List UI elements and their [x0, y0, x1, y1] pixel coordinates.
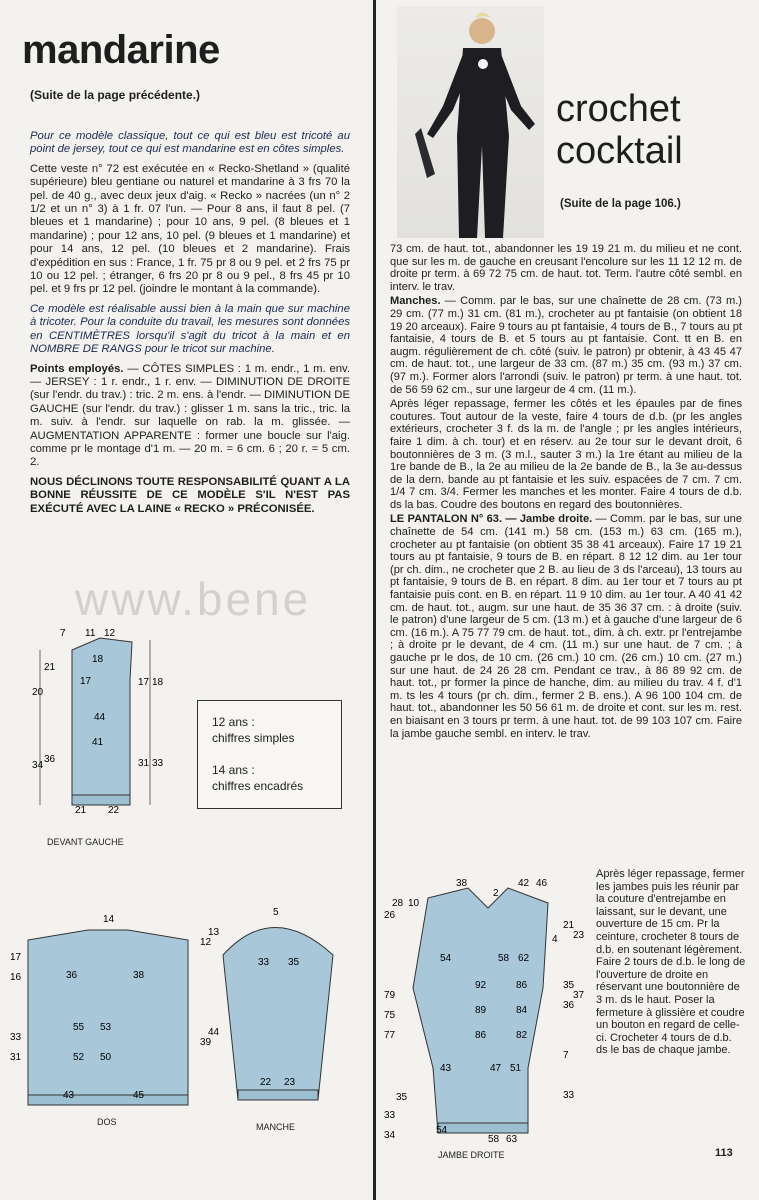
page-title-mandarine: mandarine: [22, 28, 220, 72]
leg-pattern-diagram: [378, 868, 593, 1153]
materials-paragraph: Cette veste n° 72 est exécutée en « Recko-Shetland » (qualité supérieure) bleu gentiane ou naturel et mandarine à 3 frs 70 la pel. de 40 g., avec deux jeux d'aig. « Recko » nacrées (un n° 2 1/2 et un n° 3) à 1 fr. 07 l'un. — Pour 8 ans, il faut 8 pel. (7 bleues et 1 mandarine) ; pour 10 ans, 9 pel. (8 bleues et 1 mandarine) ; pour 12 ans, 10 pel. (9 bleues et 1 mandarine) et pour 14 ans, 12 pel. (10 bleues et 2 mandarine). Frais d'expédition en sus : France, 1 fr. 75 pr 8 ou 9 pel. et 2 frs 75 pr 10 ou 12 pel. ; étranger, 6 frs 20 pr 8 ou 9 pel., 8 frs 45 pr 10 pel. et 9 frs pr 12 pel. (joindre le montant à la commande).: [30, 162, 350, 296]
front-right-dim-3: 31: [138, 758, 150, 769]
back-width-dim-2: 38: [133, 970, 145, 981]
leg-left-top-dim: 10: [408, 898, 420, 909]
sleeve-width-dim-2: 35: [288, 957, 300, 968]
trousers-heading: LE PANTALON N° 63. — Jambe droite.: [390, 513, 593, 526]
front-left-dim-2: 21: [44, 662, 56, 673]
front-right-dim-1: 17: [138, 677, 150, 688]
caption-sleeve: MANCHE: [256, 1122, 296, 1132]
front-neck-label: 17: [80, 676, 92, 687]
front-top-dim-2: 11: [85, 628, 96, 639]
caption-front: DEVANT GAUCHE: [47, 837, 124, 847]
leg-inner-dim-9: 92: [475, 980, 487, 991]
leg-left-dim-1: 26: [384, 910, 396, 921]
back-width-dim-1: 36: [66, 970, 78, 981]
size-legend-box: [197, 700, 342, 809]
back-top-dim: 14: [103, 914, 115, 925]
legend-line-1: 12 ans :: [212, 715, 255, 729]
back-left-dim-4: 33: [10, 1032, 22, 1043]
back-pattern-diagram: [8, 910, 198, 1120]
legend-line-3: 14 ans :: [212, 763, 255, 777]
front-mid-dim-1: 41: [92, 737, 104, 748]
sleeve-bottom-dim-1: 22: [260, 1077, 272, 1088]
leg-inner-dim-8: 89: [475, 1005, 487, 1016]
leg-right-dim-3: 35: [563, 980, 575, 991]
stitches-body: — CÔTES SIMPLES : 1 m. endr., 1 m. env. — JERSEY : 1 r. endr., 1 r. env. — DIMINUTION DE DROITE (sur l'endr. du trav.) : tric. 2 m. ens. à l'endr. — DIMINUTION DE GAUCHE (sur l'endr. du trav.) : glisser 1 m. sans la tric., tric. la m. suiv. à l'endr. sur laquelle on rab. la m. glissée. — AUGMENTATION APPARENTE : former une boucle sur l'aig. comme pr le montage d'1 m. — 20 m. = 6 cm. 6 ; 20 r. = 5 cm. 2.: [30, 362, 350, 469]
sleeve-left-dim-2: 13: [208, 927, 220, 938]
sleeve-bottom-dim-2: 23: [284, 1077, 296, 1088]
front-mid-dim-2: 44: [94, 712, 106, 723]
leg-inner-dim-7: 86: [475, 1030, 487, 1041]
title-line-2: cocktail: [556, 130, 683, 172]
legend-line-4: chiffres encadrés: [212, 779, 304, 793]
back-left-dim-2: 17: [10, 952, 22, 963]
leg-right-dim-5: 37: [573, 990, 585, 1001]
machine-note-paragraph: Ce modèle est réalisable aussi bien à la main que sur machine à tricoter. Pour la conduite du travail, les mesures sont données en CENTIMÈTRES lorsqu'il s'agit du tricot à la main et en NOMBRE DE RANGS pour le tricot sur machine.: [30, 302, 350, 356]
leg-top-dim-3: 46: [536, 878, 548, 889]
sleeve-pattern-diagram: [198, 905, 348, 1120]
sleeves-paragraph: [390, 295, 742, 396]
leg-inner-dim-6: 51: [510, 1063, 522, 1074]
leg-inner-dim-1: 54: [440, 953, 452, 964]
front-right-dim-2: 18: [152, 677, 164, 688]
leg-inner-dim-2: 58: [498, 953, 510, 964]
front-top-dim: 7: [60, 628, 66, 639]
back-mid-dim-3: 50: [100, 1052, 112, 1063]
intro-paragraph: Pour ce modèle classique, tout ce qui est bleu est tricoté au point de jersey, tout ce qui est mandarine est en côtes simples.: [30, 130, 350, 156]
leg-left-dim-7: 34: [384, 1130, 396, 1141]
trousers-body: — Comm. par le bas, sur une chaînette de 54 cm. (141 m.) 58 cm. (153 m.) 63 cm. (165 m.), crocheter au pt fantaisie (on obtient 35 38 41 arceaux). Faire 17 19 21 tours au pt fantaisie, 9 tours de B. en répart. 8 12 12 dim. au 1er tour (pr ch. dim., ne crocheter que 2 B. au lieu de 3 ds l'arceau), 13 tours au pt fantaisie, 9 tours de B. en répart. 8 dim. au 1er tour et 7 tours au pt fantaisie puis cont. en B. en répart. 11 9 10 dim. au 1er tour. A 40 41 42 cm. de haut. tot., augm. sur une haut. de 35 36 37 cm. : à droite (suiv. le patron) d'une largeur de 5 cm. (13 m.) et à gauche d'une largeur de 6 cm. (16 m.). A 75 77 79 cm. de haut. tot., dim. à ch. extr. pr l'entrejambe ; à droite pr le devant, de 4 cm. (11 m.) sur une haut. de 7 cm. ; à gauche pr le dos, de 10 cm. (26 cm.) 10 cm. (26 cm.) 10 cm. (27 m.) sur une haut. de 24 26 28 cm. Pendant ce trav., à 86 89 92 cm. de haut. tot., pr former la pince de hanche, dim. au milieu du trav. 4 f. d'1 m. ts les 4 tours (pr ch. dim., fermer 2 B. ens.). A 96 100 104 cm. de haut. tot., abandonner les 50 56 61 m. de droite et cont. sur les m. rest. en biaisant en 3 tours pr term. à une haut. tot. de 99 103 107 cm. Faire la jambe gauche sembl. en interv. le trav.: [390, 513, 742, 740]
model-photo: [397, 6, 544, 238]
title-line-1: crochet: [556, 88, 681, 130]
leg-right-dim-4: 36: [563, 1000, 575, 1011]
back-mid-dim-4: 53: [100, 1022, 112, 1033]
front-left-dim-4: 36: [44, 754, 56, 765]
front-bottom-dim-1: 21: [75, 805, 87, 816]
front-left-dim-1: 20: [32, 687, 44, 698]
legend-line-2: chiffres simples: [212, 731, 295, 745]
left-article-body: [30, 130, 350, 522]
sleeves-body: — Comm. par le bas, sur une chaînette de 28 cm. (73 m.) 29 cm. (77 m.) 31 cm. (81 m.), crocheter au pt fantaisie (on obtient 18 19 20 arceaux). Faire 9 tours au pt fantaisie, 4 tours de B., 7 tours au pt fantaisie, 4 tours de B. et 5 tours au pt fantaisie. Cont. tt en B. en augm. régulièrement de ch. côté (suiv. le patron) pr obtenir, à 43 45 47 cm. de haut. tot., une largeur de 33 cm. (87 m.) 35 cm. (93 m.) 37 cm. (97 m.). Former alors l'arrondi (suiv. le patron) pr term. à une haut. tot. de 56 59 62 cm., sur une largeur de 4 cm. (11 m.).: [390, 295, 742, 396]
front-shoulder-dim: 18: [92, 654, 104, 665]
leg-left-dim-6: 33: [384, 1110, 396, 1121]
leg-left-dim-4: 77: [384, 1030, 396, 1041]
responsibility-warning: NOUS DÉCLINONS TOUTE RESPONSABILITÉ QUANT A LA BONNE RÉUSSITE DE CE MODÈLE S'IL N'EST PAS EXÉCUTÉ AVEC LA LAINE « RECKO » PRÉCONISÉE.: [30, 475, 350, 515]
sleeve-left-dim-4: 44: [208, 1027, 220, 1038]
front-left-dim-3: 34: [32, 760, 44, 771]
leg-left-dim-3: 75: [384, 1010, 396, 1021]
leg-inner-dim-11: 84: [516, 1005, 528, 1016]
front-right-dim-4: 33: [152, 758, 164, 769]
continuation-note-right: (Suite de la page 106.): [560, 198, 681, 210]
leg-right-dim-6: 7: [563, 1050, 569, 1061]
leg-inner-dim-12: 86: [516, 980, 528, 991]
leg-right-dim-1: 21: [563, 920, 575, 931]
caption-back: DOS: [97, 1117, 117, 1127]
watermark: www.bene: [75, 573, 312, 625]
leg-inner-dim-5: 47: [490, 1063, 502, 1074]
stitches-heading: Points employés.: [30, 362, 124, 375]
leg-bottom-dim-3: 63: [506, 1134, 518, 1145]
leg-inner-dim-3: 62: [518, 953, 530, 964]
front-bottom-dim-2: 22: [108, 805, 120, 816]
leg-left-dim-2: 28: [392, 898, 404, 909]
back-bottom-dim-2: 45: [133, 1090, 145, 1101]
right-article-body: [390, 243, 742, 742]
continuation-note: (Suite de la page précédente.): [30, 88, 201, 102]
leg-left-dim-8: 35: [396, 1092, 408, 1103]
trousers-paragraph: [390, 513, 742, 740]
sleeve-top-dim: 5: [273, 907, 279, 918]
page-number: 113: [715, 1147, 733, 1159]
sleeve-left-dim-1: 12: [200, 937, 212, 948]
front-pattern-diagram: [30, 620, 165, 845]
back-left-dim-3: 31: [10, 1052, 22, 1063]
leg-inner-dim-4: 43: [440, 1063, 452, 1074]
caption-leg: JAMBE DROITE: [438, 1150, 505, 1160]
leg-side-dim: 4: [552, 934, 558, 945]
assembly-paragraph: Après léger repassage, fermer les côtés et les épaules par de fines coutures. Tout autour de la veste, faire 4 tours de d.b. (pr les angles extérieurs, crocheter 3 f. ds la m. de l'angle ; pr les angles intérieurs, faire 1 dim. à ch. tour) et en réserv. au 2e tour sur le devant droit, 6 boutonnières de 3 m. (3 m.l., sauter 3 m.) la 1re étant au milieu de la 1re bande de B., la 2e au milieu de la 2e bande de B., la 3e au-dessus de la dern. bande au pt fantaisie et les suiv. espacées de 7 cm. 7 cm. 1/4 7 cm. 3/4. Fermer les manches et les monter. Faire 4 tours de d.b. ds la bas. Coudre des boutons en regard des boutonnières.: [390, 398, 742, 511]
back-bottom-dim-1: 43: [63, 1090, 75, 1101]
leg-bottom-dim-1: 54: [436, 1125, 448, 1136]
back-left-dim-1: 16: [10, 972, 22, 983]
front-top-dim-3: 12: [104, 628, 116, 639]
leg-top-dim-1: 38: [456, 878, 468, 889]
finishing-sidebar-text: Après léger repassage, fermer les jambes puis les réunir par la couture d'entrejambe en laissant, sur le devant, une ouverture de 15 cm. Pr la ceinture, crocheter 8 tours de d.b. en soutenant légèrement. Faire 2 tours de d.b. le long de l'ouverture de droite en réservant une boutonnière de 3 m. ds le haut. Poser la fermeture à glissière et coudre un bouton en regard de celle-ci. Crocheter 4 tours de d.b. ds le bas de chaque jambe.: [596, 868, 746, 1057]
sleeve-left-dim-3: 39: [200, 1037, 212, 1048]
leg-bottom-dim-2: 58: [488, 1134, 500, 1145]
stitches-paragraph: [30, 363, 350, 470]
model-figure-illustration: [397, 6, 544, 238]
leg-right-dim-7: 33: [563, 1090, 575, 1101]
leg-inner-dim-10: 82: [516, 1030, 528, 1041]
leg-left-dim-5: 79: [384, 990, 396, 1001]
leg-top-dim-2: 42: [518, 878, 530, 889]
sleeves-heading: Manches.: [390, 295, 441, 308]
leg-top-dim-4: 2: [493, 888, 499, 899]
sleeve-width-dim-1: 33: [258, 957, 270, 968]
back-mid-dim-2: 55: [73, 1022, 85, 1033]
jacket-finish-paragraph: 73 cm. de haut. tot., abandonner les 19 19 21 m. du milieu et ne cont. que sur les m. de gauche en creusant l'encolure sur les 11 12 12 m. de droite pr term. à 69 72 75 cm. de haut. tot. Term. l'autre côté sembl. en interv. le trav.: [390, 243, 742, 293]
leg-right-dim-2: 23: [573, 930, 585, 941]
back-mid-dim-1: 52: [73, 1052, 85, 1063]
page-title-crochet-cocktail: [556, 88, 683, 172]
column-divider: [373, 0, 376, 1200]
